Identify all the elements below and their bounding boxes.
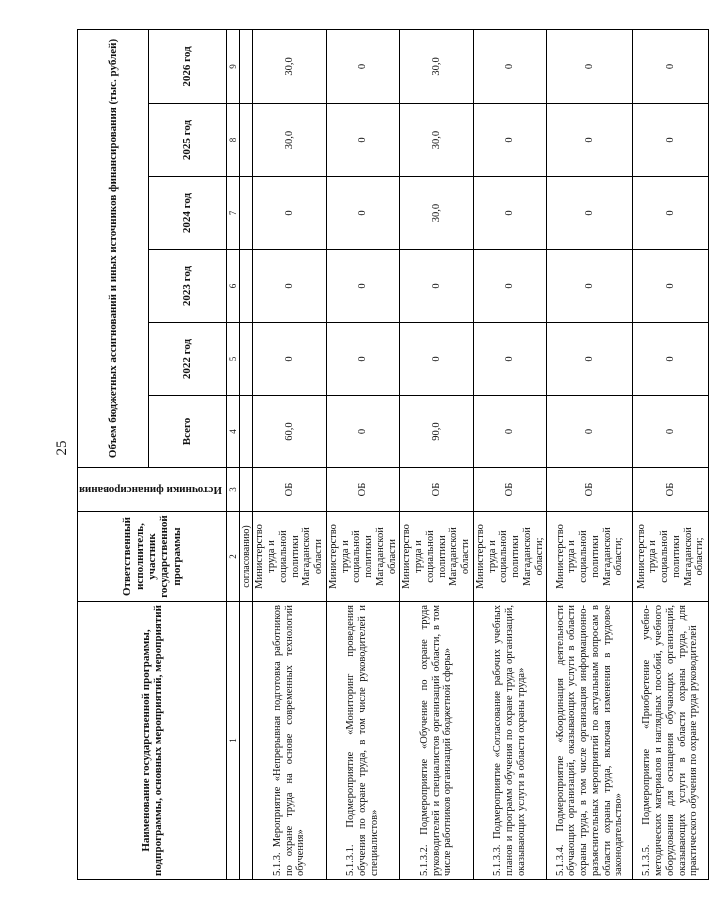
header-responsible: Ответственный исполнитель, участник государственной программы: [78, 512, 227, 602]
row-value-2025: 30,0: [253, 104, 327, 177]
row-responsible: Министерство труда и социальной политики Магаданской области: [326, 512, 400, 602]
row-value-2022: 0: [253, 323, 327, 396]
row-value-2026: 30,0: [253, 29, 327, 103]
column-number: 7: [227, 177, 240, 250]
row-responsible: Министерство труда и социальной политики Магаданской области;: [547, 512, 633, 602]
row-value-total: 0: [473, 396, 547, 468]
row-value-2026: 30,0: [400, 29, 474, 103]
row-name: 5.1.3.5. Подмероприятие «Приобретение учебно-методических материалов и наглядных пособий, учебного оборудования для оснащения обучающих организаций, оказывающих услуги в области охраны труда, для практического обучения по охране труда руководителей: [633, 602, 709, 880]
header-name: Наименование государственной программы, подпрограммы, основных мероприятий, мероприятий: [78, 602, 227, 880]
row-value-2024: 0: [473, 177, 547, 250]
header-year-2022: 2022 год: [148, 323, 227, 396]
table-row: [326, 29, 400, 879]
row-responsible: Министерство труда и социальной политики Магаданской области;: [473, 512, 547, 602]
row-value-2025: 0: [547, 104, 633, 177]
row-name: 5.1.3. Мероприятие «Непрерывная подготовка работников по охране труда на основе современных технологий обучения»: [253, 602, 327, 880]
row-value-2023: 0: [253, 250, 327, 323]
row-value-2025: 0: [473, 104, 547, 177]
row-source: ОБ: [633, 468, 709, 512]
row-value-2023: 0: [547, 250, 633, 323]
row-source: ОБ: [326, 468, 400, 512]
column-number: 8: [227, 104, 240, 177]
header-year-2025: 2025 год: [148, 104, 227, 177]
row-value-total: 60,0: [253, 396, 327, 468]
column-number: 9: [227, 29, 240, 103]
continuation-text: согласованию): [240, 512, 253, 602]
row-value-2026: 0: [326, 29, 400, 103]
column-number: 4: [227, 396, 240, 468]
row-value-2022: 0: [633, 323, 709, 396]
column-number: 5: [227, 323, 240, 396]
table-row: [253, 29, 327, 879]
continuation-row: [240, 29, 253, 879]
header-year-2024: 2024 год: [148, 177, 227, 250]
row-name: 5.1.3.1. Подмероприятие «Мониторинг проведения обучения по охране труда, в том числе руководителей и специалистов»: [326, 602, 400, 880]
row-value-2023: 0: [400, 250, 474, 323]
header-source-text: Источники финансирования: [79, 483, 222, 496]
table-row: [473, 29, 547, 879]
row-value-2024: 30,0: [400, 177, 474, 250]
row-value-2026: 0: [633, 29, 709, 103]
header-funding-group: Объем бюджетных ассигнований и иных источников финансирования (тыс. рублей): [78, 29, 149, 467]
column-number: 3: [227, 468, 240, 512]
header-year-total: Всего: [148, 396, 227, 468]
column-number-row: [227, 29, 240, 879]
row-name: 5.1.3.3. Подмероприятие «Согласование рабочих учебных планов и программ обучения по охране труда организаций, оказывающих услуги в области охраны труда»: [473, 602, 547, 880]
budget-table-container: [77, 30, 706, 880]
row-value-total: 90,0: [400, 396, 474, 468]
row-value-2023: 0: [473, 250, 547, 323]
row-value-2023: 0: [326, 250, 400, 323]
budget-table: [77, 29, 709, 880]
row-value-2026: 0: [547, 29, 633, 103]
row-value-2022: 0: [400, 323, 474, 396]
row-source: ОБ: [473, 468, 547, 512]
column-number: 1: [227, 602, 240, 880]
row-responsible: Министерство труда и социальной политики Магаданской области;: [633, 512, 709, 602]
row-value-total: 0: [326, 396, 400, 468]
row-value-total: 0: [547, 396, 633, 468]
row-responsible: Министерство труда и социальной политики Магаданской области: [400, 512, 474, 602]
row-value-2024: 0: [633, 177, 709, 250]
header-year-2023: 2023 год: [148, 250, 227, 323]
row-value-2025: 30,0: [400, 104, 474, 177]
page-number: 25: [54, 440, 70, 456]
header-source: [78, 468, 227, 512]
row-source: ОБ: [400, 468, 474, 512]
row-responsible: Министерство труда и социальной политики Магаданской области: [253, 512, 327, 602]
row-value-2026: 0: [473, 29, 547, 103]
row-value-total: 0: [633, 396, 709, 468]
row-value-2024: 0: [253, 177, 327, 250]
column-number: 6: [227, 250, 240, 323]
row-name: 5.1.3.2. Подмероприятие «Обучение по охране труда руководителей и специалистов организаций области, в том числе работников организаций бюджетной сферы»: [400, 602, 474, 880]
row-source: ОБ: [253, 468, 327, 512]
column-number: 2: [227, 512, 240, 602]
row-value-2022: 0: [547, 323, 633, 396]
row-value-2024: 0: [326, 177, 400, 250]
header-year-2026: 2026 год: [148, 29, 227, 103]
row-name: 5.1.3.4. Подмероприятие «Координация деятельности обучающих организаций, оказывающих услуги в области охраны труда, в том числе организация информационно-разъяснительных мероприятий по актуальным вопросам в области охраны труда, включая изменения в трудовое законодательство»: [547, 602, 633, 880]
row-value-2023: 0: [633, 250, 709, 323]
row-value-2022: 0: [326, 323, 400, 396]
row-value-2024: 0: [547, 177, 633, 250]
row-value-2025: 0: [326, 104, 400, 177]
row-value-2022: 0: [473, 323, 547, 396]
table-row: [633, 29, 709, 879]
row-value-2025: 0: [633, 104, 709, 177]
table-row: [400, 29, 474, 879]
table-row: [547, 29, 633, 879]
row-source: ОБ: [547, 468, 633, 512]
